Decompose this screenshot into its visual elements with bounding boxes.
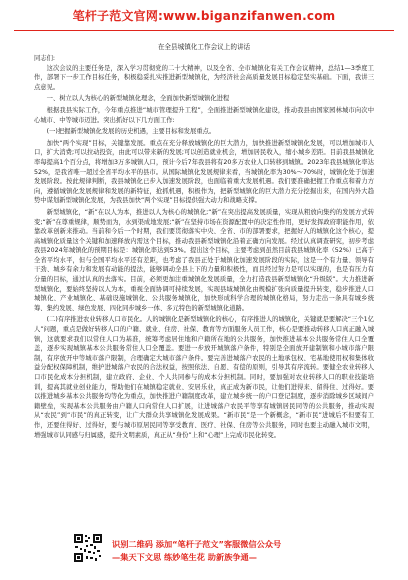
paragraph: 新型城镇化，“新”在以人为本，推进以人为核心的城镇化;“新”在突出提高发展质量，实现从粗放向集约的发展方式转变;“新”在尊重规律，顺势而为，水到渠成地发展;“新”在坚持市场在资源配置中的决定性作用，更好发挥政府职能作用，依靠改革创新来推动。当前和今后一个时期，我们要贯彻落实中央、全省、市的部署要求，把握好人的城镇化这个核心，提高城镇化质量这个关键和加速释放内需这个目标，推动我县新型城镇化沿着正确方向发展。经过认真调查研究，初步考虑我县2024年城镇化的预期目标是：城镇化率达到53%。提出这个目标，主要考虑到虽然目前我县城镇化率（52%）已高于全省平均水平，但与全国平均水平还有差距，也考虑了我县正处于城镇化加速发展阶段的实际，这是一个有力量、领导有干劲、城乡有余力和发展有动能的提法，能够调动全县上下的力量和积极性，而且经过努力是可以实现的，也是有压力有分量的目标，通过认真的去落实。目前，必须更加注重城镇化发展质量，全力打造我县新型城镇化“升级版”。大力推进新型城镇化，要始终坚持以人为本，重视全面协调可持续发展，实现县域城镇化由规模扩张向质量提升转变，稳步推进人口城镇化、产业城镇化、基础设施城镇化、公共服务城镇化，加快形成科学合理的城镇化格局，努力走出一条具有城乡统筹、集约发展、绿色发展、四化同步城乡一体、多元特色的新型城镇化道路。 [34, 208, 374, 312]
greeting: 同志们: [34, 55, 56, 62]
section-heading-1: 一、树立以人为核心的新型城镇化理念，全面加快新型城镇化进程 [46, 95, 230, 103]
paragraph-intro: 这次会议的主要任务是，深入学习贯彻党的二十大精神，以及全省、全市城镇化有关工作会议精神，总结1—3季度工作，部署下一步工作目标任务，积极稳妥扎实推进新型城镇化，为经济社会高质量发展目标稳定坚实基础。下面，我讲三点意见。 [34, 64, 374, 91]
document-title: 在全县城镇化工作会议上的讲话 [157, 43, 251, 51]
paragraph: 加快“两个实现”目标，关键靠发展。重点在充分释放城镇化的巨大潜力，加快推进新型城镇化发展，可以增加城市人口，扩大消费;可以拉动投资，由此可以带来新的发展;可以创造就业机会，增加居民收入，缩小城乡差距。目前我县城镇化率每提高1个百分点，将增加3万多城镇人口，预计今后7年我县将有20多万农业人口转移到城镇。2023年我县城镇化率达52%，是我省唯一超过全省平均水平的县市。从国际城镇化发展规律来看，当城镇化率为30%～70%时，城镇化处于加速发展阶段。按此规律判断，我县城镇化已步入加速发展阶段，也面临着重大发展机遇。我们要准确把握工作重点和着力方向，遵循城镇化发展规律和发展的新特征，抢抓机遇，积极作为，把新型城镇化的巨大潜力充分挖掘出来，在国内外大趋势中谋划新型城镇化发展，为我县加快“两个实现”目标提供强大动力和战略支撑。 [34, 139, 374, 205]
subsection-heading-1: (一)把握新型城镇化发展的历史机遇，主要目标和发展重点。 [46, 128, 216, 136]
site-title[interactable]: 笔杆子范文官网:www.biganzifanwen.com [72, 9, 336, 23]
document-body [34, 38, 374, 442]
footer-line-1[interactable]: 识别二维码 添加“笔杆子范文”客服微信公众号 [112, 539, 282, 549]
footer-text [112, 538, 281, 564]
banner-divider [14, 30, 394, 31]
qr-code-icon[interactable] [72, 532, 104, 564]
site-banner [0, 0, 408, 32]
footer-line-2: —集天下文思 练妙笔生花 助新族争通— [112, 552, 257, 562]
paragraph: (二)有序推进农业转移人口市民化。人的城镇化是新型城镇化的核心，有序推进人的城镇化，关键就是要解决“三个1亿人”问题，重点是做好转移人口的户籍、就业、住房、社保、教育等方面服务人员工作，核心是要推动转移人口真正融入城镇，这就要求我们以常住人口为基准，统筹考虑居住地和户籍所在地的公共服务，加快推进基本公共服务常住人口全覆盖，逐步实现城镇基本公共服务常住人口全覆盖。要进一步放开城镇落户条件，特别是全面放开建制镇和小城市落户限制，有序放开中等城市落户限制，合理确定大城市落户条件。要完善进城落户农民的土地承包权、宅基地使用权和集体收益分配权保障机制，维护进城落户农民的合法权益，按照依法、自愿、有偿的原则，引导其有序流转。要健全农业转移人口市民化成本分担机制，建立政府、企业、个人共同参与的成本分担机制。同时，要加强对农业转移人口的职业技能培训，提高其就业创业能力，帮助他们在城镇稳定就业、安居乐业，真正成为新市民，让他们进得来、留得住、过得好。要以推进城乡基本公共服务均等化为重点，加快推进户籍制度改革，建立城乡统一的户口登记制度，逐步消除城乡区域间户籍壁垒，实现基本公共服务由户籍人口向常住人口扩展，让进城落户农民平等享有城镇居民同等的公共服务，推动实现从“农民”到“市民”的真正转变，让广大群众共享城镇化发展成果。“新市民”是一个新概念，“新市民”进城后不但要有工作，还要住得好、过得好，要与城市原居民同等享受教育、医疗、社保、住房等公共服务，同时也要主动融入城市文明，增强城市认同感与归属感，提升文明素质，真正从“身份”上和“心理”上完成市民化转变。 [34, 316, 374, 439]
paragraph: 根据我县实际工作，今年重点推进“城市管理提升工程”，全面推进新型城镇化建设，推动我县由国家园林城市向次中心城市、中等城市迈进。突出抓好以下几方面工作: [34, 106, 374, 124]
